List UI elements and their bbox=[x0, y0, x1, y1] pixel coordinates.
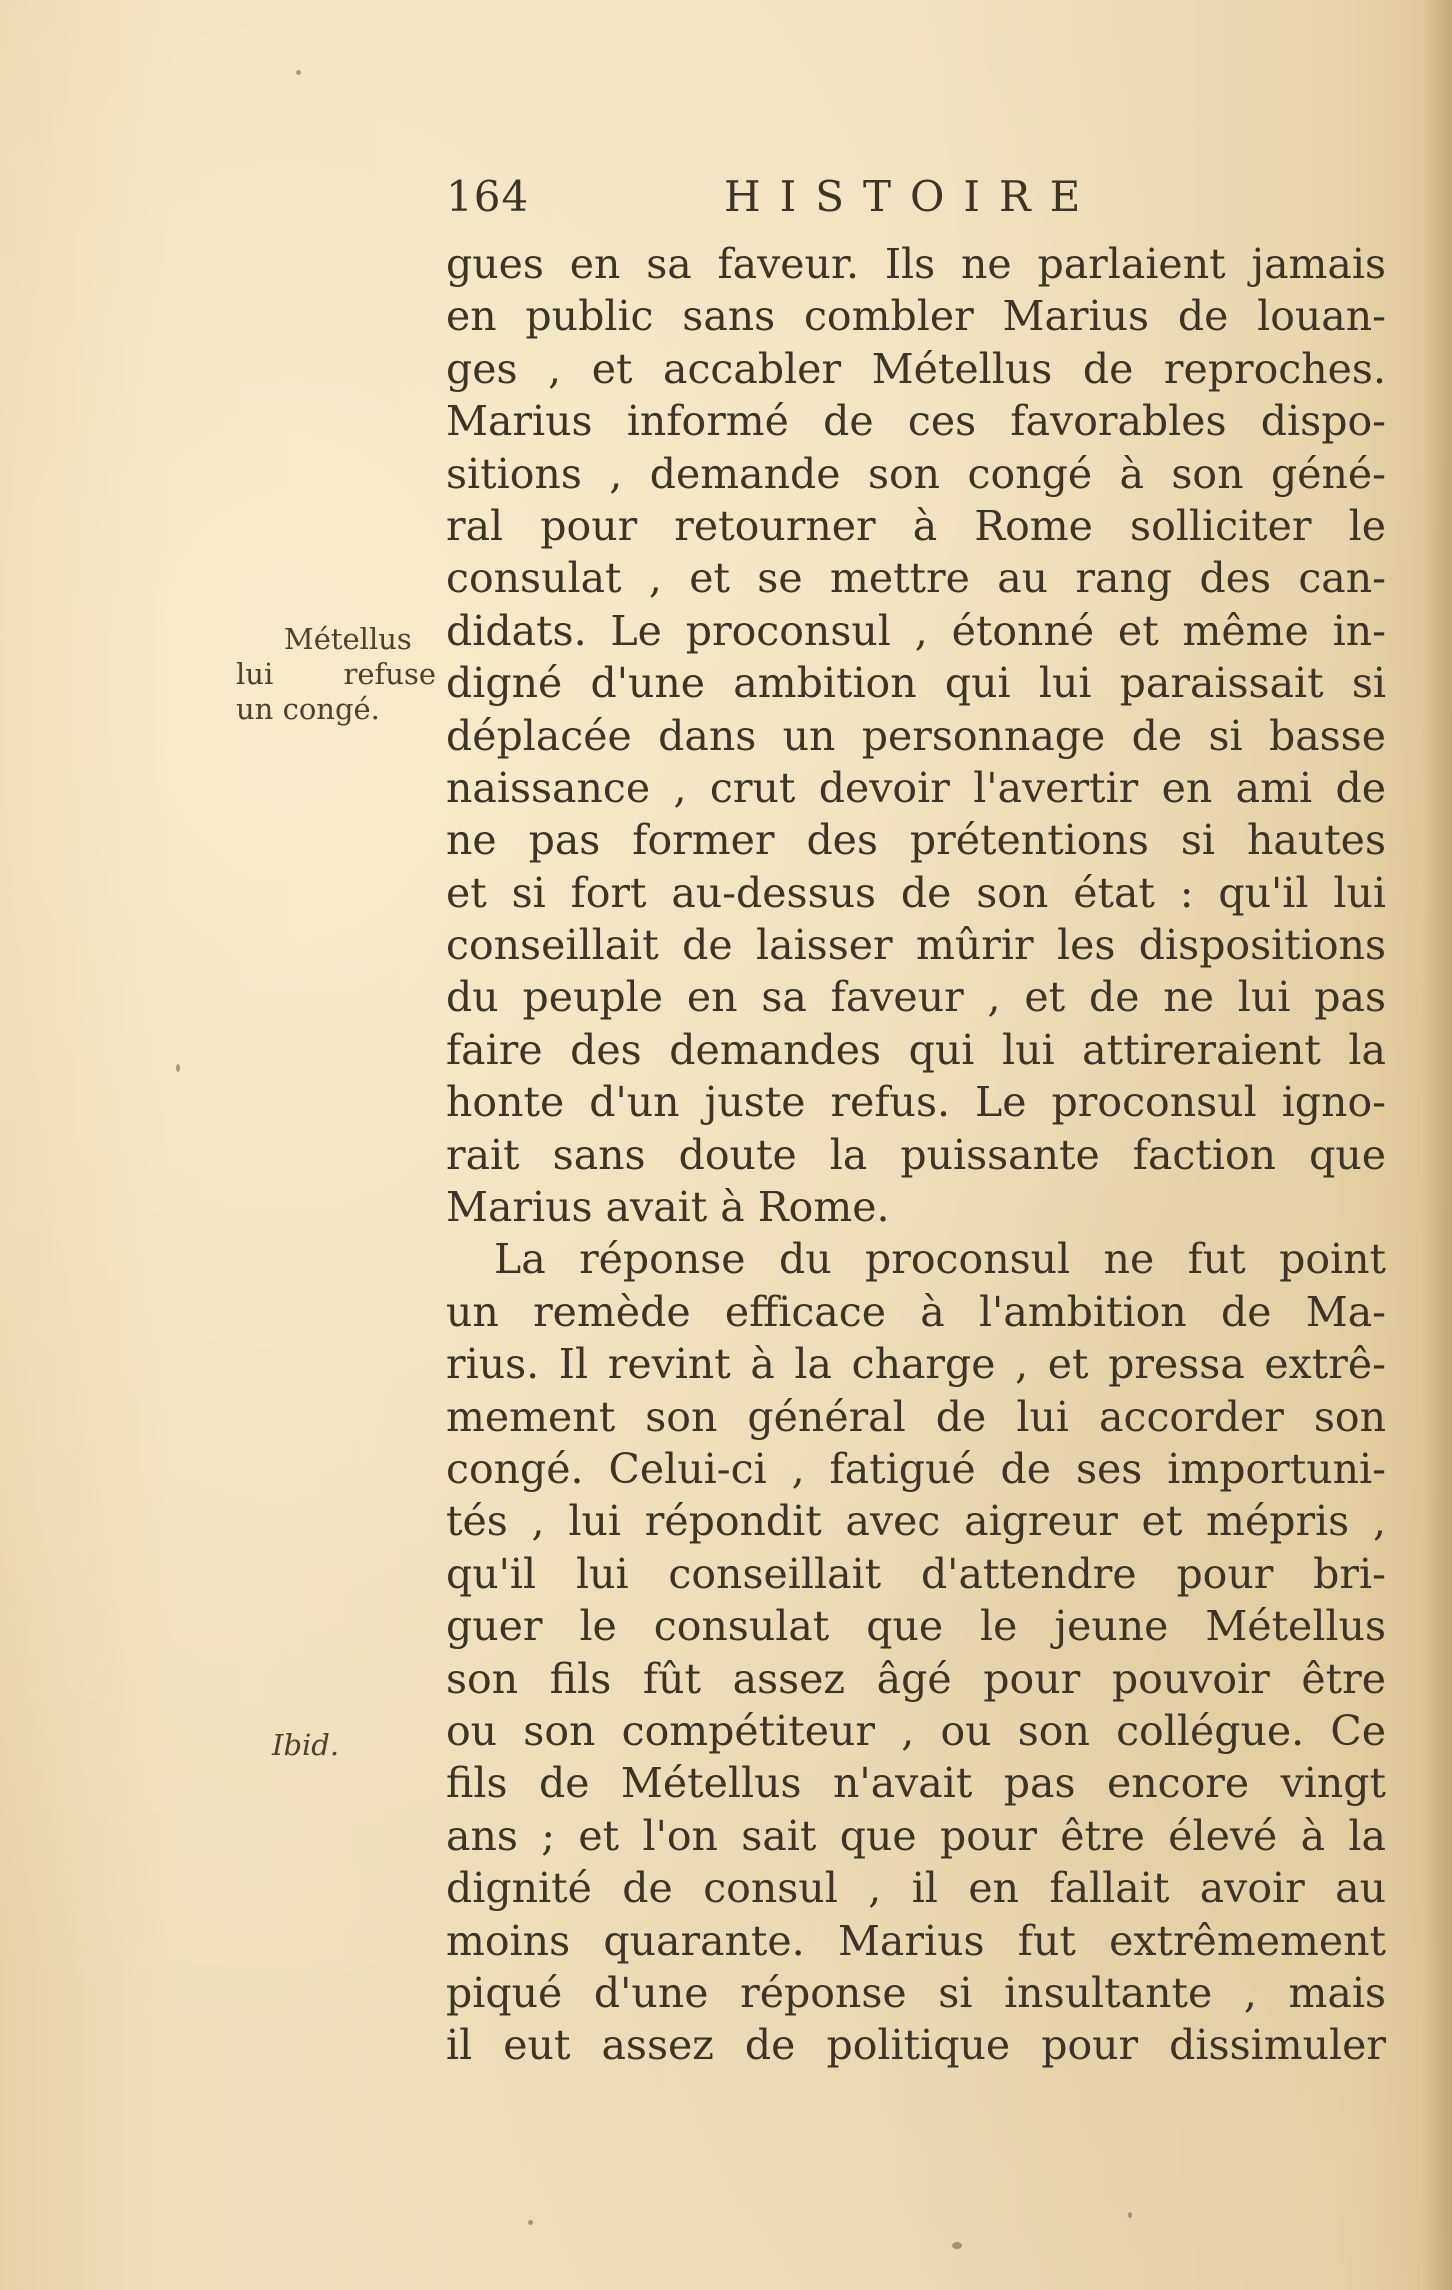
text-line: tés , lui répondit avec aigreur et mépris , bbox=[446, 1497, 1386, 1546]
text-line: ges , et accabler Métellus de reproches. bbox=[446, 344, 1386, 393]
paper-speck bbox=[952, 2242, 962, 2249]
text-line: guer le consulat que le jeune Métellus bbox=[446, 1602, 1386, 1651]
text-line: piqué d'une réponse si insultante , mais bbox=[446, 1968, 1386, 2017]
text-line: honte d'un juste refus. Le proconsul igno- bbox=[446, 1078, 1386, 1127]
text-line: naissance , crut devoir l'avertir en ami de bbox=[446, 763, 1386, 812]
margin-note-ibid: Ibid. bbox=[272, 1728, 340, 1762]
text-line: sitions , demande son congé à son géné- bbox=[446, 449, 1386, 498]
paper-speck bbox=[176, 1064, 180, 1072]
text-line: ou son compétiteur , ou son collégue. Ce bbox=[446, 1706, 1386, 1755]
text-line: déplacée dans un personnage de si basse bbox=[446, 711, 1386, 760]
paper-speck bbox=[1128, 2212, 1132, 2218]
text-line: qu'il lui conseillait d'attendre pour bri- bbox=[446, 1549, 1386, 1598]
text-line: un remède efficace à l'ambition de Ma- bbox=[446, 1287, 1386, 1336]
text-line: congé. Celui-ci , fatigué de ses importuni- bbox=[446, 1444, 1386, 1493]
text-line: ral pour retourner à Rome solliciter le bbox=[446, 501, 1386, 550]
text-line: didats. Le proconsul , étonné et même in- bbox=[446, 606, 1386, 655]
text-line: et si fort au-dessus de son état : qu'il lui bbox=[446, 868, 1386, 917]
page-header bbox=[446, 172, 1146, 232]
paper-speck bbox=[296, 70, 301, 75]
paper-speck bbox=[528, 2220, 533, 2225]
page-edge-shadow bbox=[1422, 0, 1452, 2290]
running-title: HISTOIRE bbox=[724, 172, 1100, 221]
text-line: ans ; et l'on sait que pour être élevé à la bbox=[446, 1811, 1386, 1860]
margin-note-line: lui refuse bbox=[236, 657, 436, 691]
margin-note-line: Métellus bbox=[284, 622, 412, 656]
text-line: La réponse du proconsul ne fut point bbox=[494, 1235, 1386, 1284]
text-line: dignité de consul , il en fallait avoir au bbox=[446, 1864, 1386, 1913]
text-line: moins quarante. Marius fut extrêmement bbox=[446, 1916, 1386, 1965]
text-line: fils de Métellus n'avait pas encore vingt bbox=[446, 1759, 1386, 1808]
text-line: digné d'une ambition qui lui paraissait si bbox=[446, 659, 1386, 708]
text-line: ne pas former des prétentions si hautes bbox=[446, 816, 1386, 865]
text-line: il eut assez de politique pour dissimuler bbox=[446, 2021, 1386, 2070]
text-line: du peuple en sa faveur , et de ne lui pas bbox=[446, 973, 1386, 1022]
text-line: en public sans combler Marius de louan- bbox=[446, 292, 1386, 341]
text-line: Marius avait à Rome. bbox=[446, 1183, 890, 1232]
text-line: faire des demandes qui lui attireraient la bbox=[446, 1025, 1386, 1074]
text-line: gues en sa faveur. Ils ne parlaient jamais bbox=[446, 240, 1386, 288]
body-text bbox=[446, 238, 1386, 2072]
text-line: son fils fût assez âgé pour pouvoir être bbox=[446, 1654, 1386, 1703]
margin-note-metellus bbox=[236, 622, 436, 727]
margin-note-line: un congé. bbox=[236, 692, 380, 726]
text-line: rius. Il revint à la charge , et pressa extrê- bbox=[446, 1340, 1386, 1389]
page-number: 164 bbox=[446, 172, 530, 221]
text-line: Marius informé de ces favorables dispo- bbox=[446, 397, 1386, 446]
text-line: mement son général de lui accorder son bbox=[446, 1392, 1386, 1441]
text-line: consulat , et se mettre au rang des can- bbox=[446, 554, 1386, 603]
text-line: rait sans doute la puissante faction que bbox=[446, 1130, 1386, 1179]
text-line: conseillait de laisser mûrir les dispositions bbox=[446, 921, 1386, 970]
